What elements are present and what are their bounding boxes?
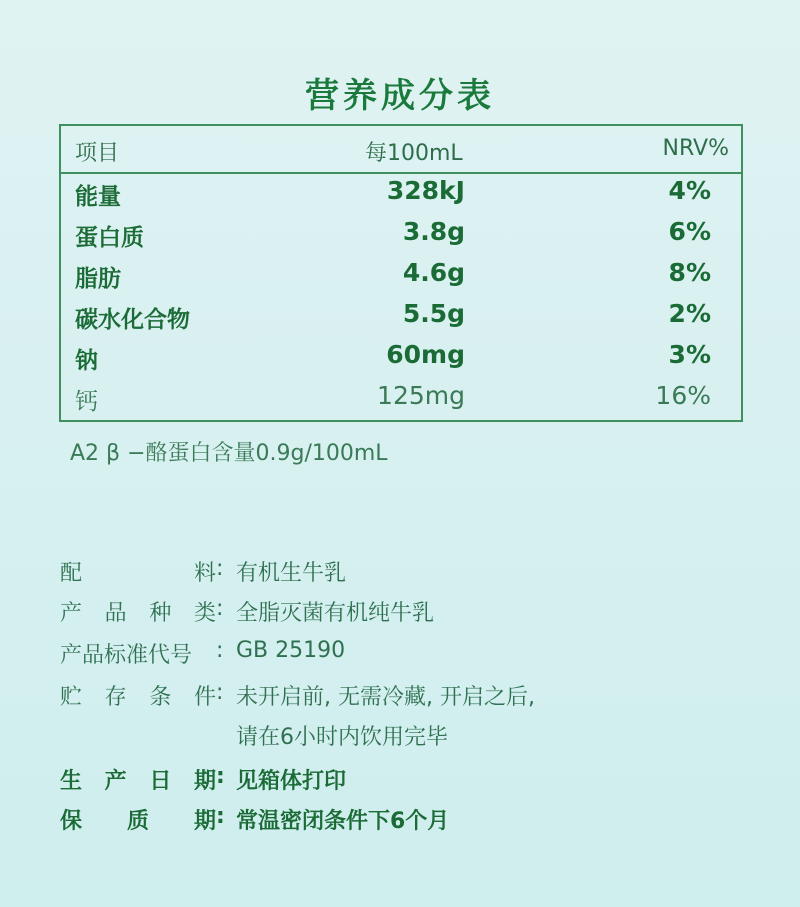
- label-char: 品: [104, 601, 127, 626]
- nutrient-amount: 4.6g: [402, 258, 465, 287]
- spec-label: [60, 638, 216, 669]
- spec-storage: [60, 680, 780, 750]
- nutrition-facts-title: 营养成分表: [305, 76, 495, 116]
- spec-value: GB 25190: [236, 638, 346, 663]
- nutrient-amount: 5.5g: [402, 299, 465, 328]
- table-row: [61, 295, 741, 336]
- label-char: 期: [193, 809, 216, 834]
- nutrient-name: 钠: [75, 348, 98, 374]
- label-char: 存: [104, 685, 127, 710]
- label-char: 期: [193, 769, 216, 794]
- nutrient-nrv: 16%: [655, 381, 711, 410]
- nutrient-amount: 3.8g: [402, 217, 465, 246]
- label-char: 生: [60, 769, 83, 794]
- header-nrv: NRV%: [662, 136, 729, 161]
- table-row: [61, 336, 741, 377]
- nutrient-nrv: 4%: [668, 176, 711, 205]
- table-row: [61, 377, 741, 418]
- nutrient-amount: 328kJ: [386, 176, 465, 205]
- table-row: [61, 254, 741, 295]
- nutrient-nrv: 3%: [668, 340, 711, 369]
- nutrient-name: 蛋白质: [75, 225, 144, 251]
- table-header-row: [61, 126, 741, 174]
- spec-label: [60, 804, 216, 835]
- spec-category: [60, 596, 760, 626]
- label-colon: :: [216, 596, 224, 621]
- nutrient-name: 脂肪: [75, 266, 121, 292]
- label-colon: :: [216, 638, 224, 663]
- spec-value-continued: 请在6小时内饮用完毕: [236, 725, 448, 750]
- spec-shelf-life: [60, 804, 760, 834]
- spec-value: 常温密闭条件下6个月: [236, 809, 450, 834]
- label-char: 保: [60, 809, 83, 834]
- spec-label: [60, 556, 216, 587]
- spec-label: [60, 596, 216, 627]
- label-char: 类: [193, 601, 216, 626]
- nutrient-amount: 125mg: [377, 381, 465, 410]
- spec-value: 有机生牛乳: [236, 561, 347, 586]
- spec-value: 全脂灭菌有机纯牛乳: [236, 601, 435, 626]
- nutrient-name: 碳水化合物: [75, 307, 190, 333]
- label-char: 配: [60, 561, 83, 586]
- label-char: 质: [126, 809, 149, 834]
- spec-value: 未开启前, 无需冷藏, 开启之后,: [236, 685, 535, 710]
- nutrition-table: [59, 124, 743, 422]
- nutrient-name: 能量: [75, 184, 121, 210]
- label-char: 件: [193, 685, 216, 710]
- header-per-100ml: 每100mL: [365, 141, 463, 166]
- spec-value: 见箱体打印: [236, 769, 347, 794]
- header-item: 项目: [75, 141, 120, 166]
- nutrient-nrv: 6%: [668, 217, 711, 246]
- label-colon: :: [216, 556, 224, 581]
- label-char: 种: [149, 601, 172, 626]
- nutrient-nrv: 8%: [668, 258, 711, 287]
- table-row: [61, 172, 741, 213]
- label-char: 贮: [60, 685, 83, 710]
- nutrient-name: 钙: [75, 389, 98, 415]
- label-colon: :: [216, 680, 224, 705]
- spec-production-date: [60, 764, 760, 794]
- a2-beta-casein-note: A2 β −酪蛋白含量0.9g/100mL: [70, 441, 388, 466]
- label-char: 料: [193, 561, 216, 586]
- label-char: 条: [149, 685, 172, 710]
- label-char: 日: [149, 769, 172, 794]
- spec-label: [60, 764, 216, 795]
- table-row: [61, 213, 741, 254]
- label-colon: :: [216, 764, 225, 789]
- nutrient-amount: 60mg: [386, 340, 465, 369]
- spec-label: [60, 680, 216, 711]
- label-char: 产: [104, 769, 127, 794]
- label-char: 产: [60, 601, 83, 626]
- spec-standard: [60, 638, 760, 668]
- label-colon: :: [216, 804, 225, 829]
- nutrient-nrv: 2%: [668, 299, 711, 328]
- label-char: 产品标准代号: [60, 643, 193, 668]
- spec-ingredients: [60, 556, 760, 586]
